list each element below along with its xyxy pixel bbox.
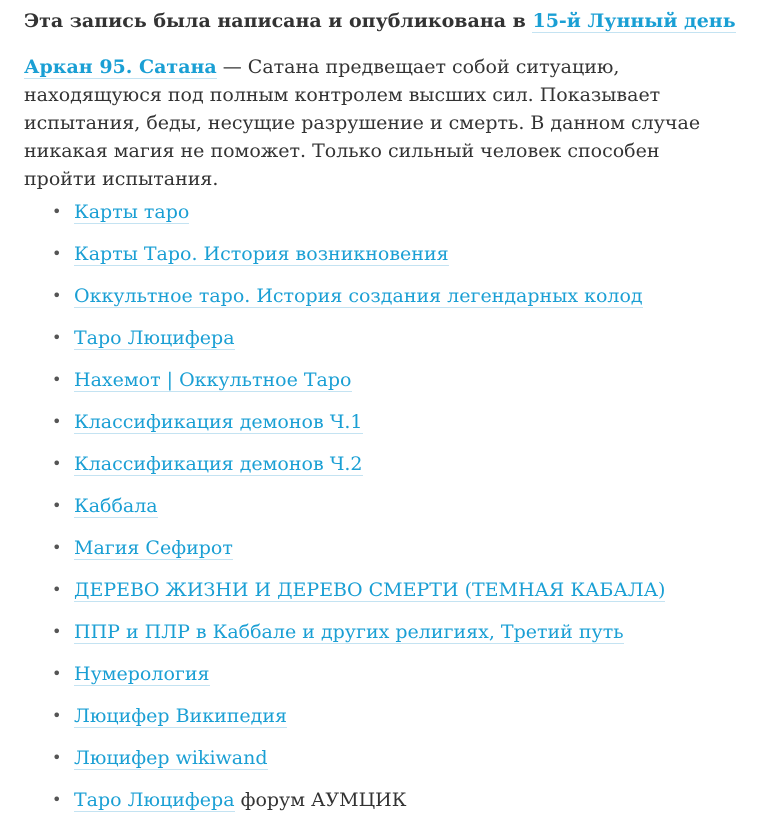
bullet-icon: • xyxy=(52,202,62,221)
bullet-icon: • xyxy=(52,538,62,557)
list-item xyxy=(24,575,665,617)
link-demons-part2[interactable]: Классификация демонов Ч.2 xyxy=(74,453,363,475)
list-item xyxy=(24,449,665,491)
bullet-icon: • xyxy=(52,286,62,305)
link-occult-tarot[interactable]: Оккультное таро. История создания легендарных колод xyxy=(74,285,643,307)
bullet-icon: • xyxy=(52,496,62,515)
bullet-icon: • xyxy=(52,580,62,599)
link-tarot-cards[interactable]: Карты таро xyxy=(74,201,190,223)
forum-label: форум АУМЦИК xyxy=(234,789,407,811)
link-demons-part1[interactable]: Классификация демонов Ч.1 xyxy=(74,411,363,433)
list-item xyxy=(24,701,665,743)
list-item xyxy=(24,281,665,323)
bullet-icon: • xyxy=(52,328,62,347)
link-ppr-plr[interactable]: ППР и ПЛР в Каббале и других религиях, Третий путь xyxy=(74,621,624,643)
link-lucifer-tarot[interactable]: Таро Люцифера xyxy=(74,327,235,349)
list-item xyxy=(24,533,665,575)
list-item xyxy=(24,491,665,533)
link-nahemoth[interactable]: Нахемот | Оккультное Таро xyxy=(74,369,352,391)
link-lucifer-wikipedia[interactable]: Люцифер Википедия xyxy=(74,705,288,727)
arcana-link[interactable]: Аркан 95. Сатана xyxy=(24,56,217,78)
bullet-icon: • xyxy=(52,454,62,473)
list-item xyxy=(24,365,665,407)
bullet-icon: • xyxy=(52,412,62,431)
list-item xyxy=(24,785,665,827)
related-links-list xyxy=(24,197,665,827)
bullet-icon: • xyxy=(52,370,62,389)
list-item xyxy=(24,197,665,239)
post-content xyxy=(24,0,754,811)
list-item xyxy=(24,407,665,449)
bullet-icon: • xyxy=(52,622,62,641)
link-lucifer-tarot-forum[interactable]: Таро Люцифера xyxy=(74,789,235,811)
bullet-icon: • xyxy=(52,748,62,767)
list-item xyxy=(24,323,665,365)
list-item xyxy=(24,743,665,785)
list-item xyxy=(24,239,665,281)
list-item xyxy=(24,659,665,701)
lunar-day-link[interactable]: 15-й Лунный день xyxy=(532,10,736,32)
link-sephirot-magic[interactable]: Магия Сефирот xyxy=(74,537,233,559)
publish-info xyxy=(24,0,754,35)
link-tarot-history[interactable]: Карты Таро. История возникновения xyxy=(74,243,449,265)
bullet-icon: • xyxy=(52,790,62,809)
arcana-description-text: — Сатана предвещает собой ситуацию, находящуюся под полным контролем высших сил. Показывает испытания, беды, несущие разрушение и смерть. В данном случае никакая магия не поможет. Только сильный человек способен пройти испытания. xyxy=(24,56,701,190)
publish-info-text: Эта запись была написана и опубликована в xyxy=(24,10,533,32)
bullet-icon: • xyxy=(52,706,62,725)
link-numerology[interactable]: Нумерология xyxy=(74,663,210,685)
arcana-description xyxy=(24,53,724,193)
list-item xyxy=(24,617,665,659)
bullet-icon: • xyxy=(52,664,62,683)
link-tree-of-life[interactable]: ДЕРЕВО ЖИЗНИ И ДЕРЕВО СМЕРТИ (ТЕМНАЯ КАБАЛА) xyxy=(74,579,666,601)
bullet-icon: • xyxy=(52,244,62,263)
link-lucifer-wikiwand[interactable]: Люцифер wikiwand xyxy=(74,747,268,769)
link-kabbalah[interactable]: Каббала xyxy=(74,495,158,517)
